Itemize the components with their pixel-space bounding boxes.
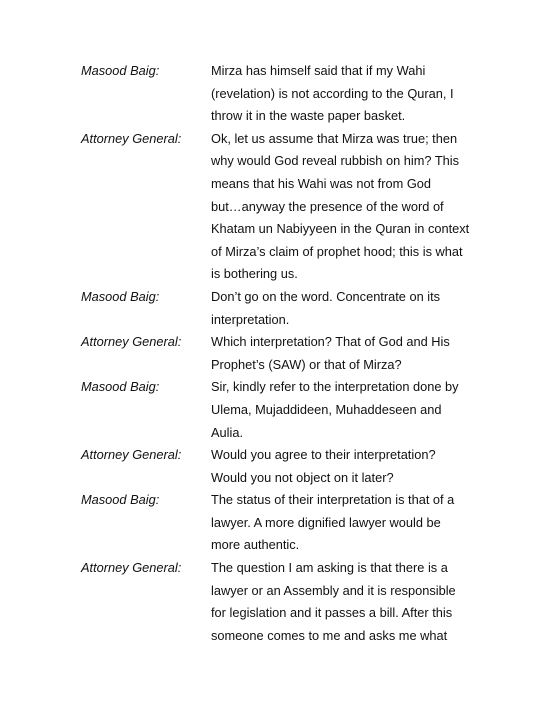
speech-line: Prophet’s (SAW) or that of Mirza?: [211, 356, 402, 372]
speech-line: The question I am asking is that there is a: [211, 560, 448, 576]
speech-line: Sir, kindly refer to the interpretation done by: [211, 379, 459, 395]
speech-text: [211, 444, 481, 489]
speech-line: is bothering us.: [211, 266, 298, 282]
speech-line: Which interpretation? That of God and His: [211, 334, 450, 350]
speech-line: throw it in the waste paper basket.: [211, 108, 406, 124]
speaker-name: Attorney General:: [81, 130, 182, 146]
speech-line: lawyer or an Assembly and it is responsible: [211, 582, 456, 598]
speech-line: why would God reveal rubbish on him? This: [211, 153, 460, 169]
transcript-entry: [81, 286, 481, 331]
transcript: [81, 60, 481, 647]
speech-line: but…anyway the presence of the word of: [211, 198, 444, 214]
speech-text: [211, 60, 481, 128]
transcript-entry: [81, 128, 481, 286]
transcript-entry: [81, 444, 481, 489]
speech-line: Aulia.: [211, 424, 244, 440]
speech-line: for legislation and it passes a bill. After this: [211, 605, 453, 621]
speech-text: [211, 489, 481, 557]
speaker-name: Masood Baig:: [81, 63, 160, 78]
speech-text: [211, 286, 481, 331]
speech-line: someone comes to me and asks me what: [211, 627, 448, 643]
transcript-entry: [81, 376, 481, 444]
speaker-name: Attorney General:: [81, 560, 182, 576]
speech-text: [211, 557, 481, 647]
speaker-name: Masood Baig:: [81, 492, 160, 508]
speaker-name: Attorney General:: [81, 334, 182, 350]
speech-text: [211, 128, 481, 286]
speech-line: interpretation.: [211, 311, 290, 327]
speech-line: Don’t go on the word. Concentrate on its: [211, 288, 441, 304]
speech-text: [211, 376, 481, 444]
speech-line: Would you not object on it later?: [211, 469, 394, 485]
speech-line: (revelation) is not according to the Quran, I: [211, 85, 454, 101]
speech-line: Khatam un Nabiyyeen in the Quran in context: [211, 221, 470, 237]
speech-text: [211, 331, 481, 376]
transcript-entry: [81, 60, 481, 128]
speech-line: Would you agree to their interpretation?: [211, 447, 436, 463]
speech-line: Ok, let us assume that Mirza was true; then: [211, 130, 458, 146]
speech-line: Ulema, Mujaddideen, Muhaddeseen and: [211, 401, 442, 417]
speaker-name: Masood Baig:: [81, 379, 160, 395]
speaker-name: Masood Baig:: [81, 288, 160, 304]
speech-line: of Mirza’s claim of prophet hood; this is what: [211, 243, 463, 259]
speech-line: lawyer. A more dignified lawyer would be: [211, 514, 441, 530]
transcript-entry: [81, 557, 481, 647]
speech-line: Mirza has himself said that if my Wahi: [211, 63, 426, 78]
transcript-entry: [81, 331, 481, 376]
speaker-name: Attorney General:: [81, 447, 182, 463]
speech-line: The status of their interpretation is that of a: [211, 492, 455, 508]
speech-line: more authentic.: [211, 537, 300, 553]
speech-line: means that his Wahi was not from God: [211, 175, 432, 191]
transcript-entry: [81, 489, 481, 557]
